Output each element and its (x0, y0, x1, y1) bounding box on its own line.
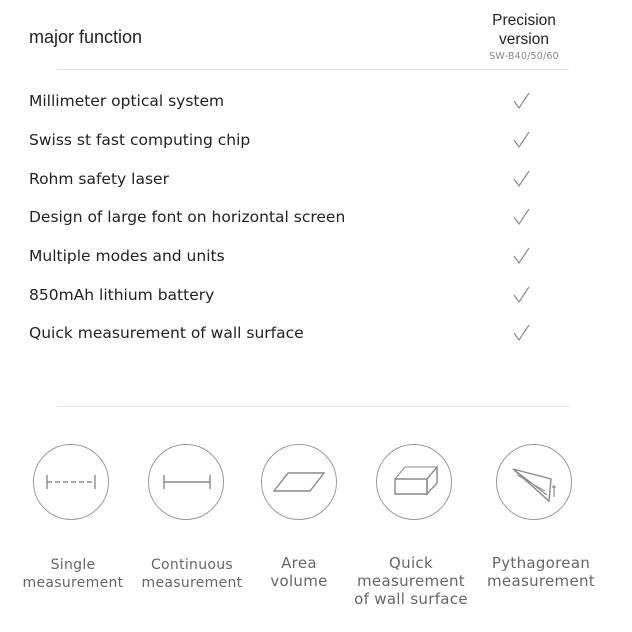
check-icon (511, 207, 531, 227)
feature-label: Millimeter optical system (29, 92, 225, 110)
version-name-line1: Precision (492, 12, 556, 29)
section-divider (57, 406, 569, 407)
feature-label: Multiple modes and units (29, 247, 225, 265)
mode-label-line3: of wall surface (354, 590, 468, 608)
mode-label-line2: volume (270, 572, 328, 590)
mode-label-line1: Continuous (150, 557, 234, 573)
feature-label: Swiss st fast computing chip (29, 131, 251, 149)
version-column-header (470, 11, 578, 62)
check-icon (511, 285, 531, 305)
version-name-line2: version (499, 31, 549, 48)
mode-label (336, 554, 486, 608)
version-model: SW-B40/50/60 (489, 51, 559, 62)
feature-row (0, 198, 632, 236)
feature-row (0, 314, 632, 352)
feature-label: Design of large font on horizontal screen (29, 208, 346, 226)
check-icon (511, 130, 531, 150)
mode-label-line1: Area (281, 554, 317, 572)
feature-label: Rohm safety laser (29, 170, 169, 188)
continuous-measurement-icon (148, 444, 224, 520)
check-icon (511, 323, 531, 343)
page-title: major function (29, 27, 143, 47)
mode-label-line2: measurement (357, 572, 465, 590)
mode-label-line1: Quick (389, 554, 433, 572)
check-icon (511, 246, 531, 266)
mode-label-line2: measurement (141, 575, 243, 591)
feature-row (0, 160, 632, 198)
pythagorean-icon (496, 444, 572, 520)
mode-label-line1: Single (50, 557, 96, 573)
mode-label-line1: Pythagorean (491, 554, 591, 572)
feature-label: Quick measurement of wall surface (29, 324, 304, 342)
check-icon (511, 91, 531, 111)
feature-row (0, 237, 632, 275)
area-volume-icon (261, 444, 337, 520)
single-measurement-icon (33, 444, 109, 520)
check-icon (511, 169, 531, 189)
feature-row (0, 276, 632, 314)
mode-label-line2: measurement (22, 575, 124, 591)
feature-row (0, 82, 632, 120)
wall-surface-icon (376, 444, 452, 520)
mode-label-line2: measurement (487, 572, 595, 590)
feature-label: 850mAh lithium battery (29, 286, 215, 304)
mode-label (466, 554, 616, 590)
feature-row (0, 121, 632, 159)
header-divider (57, 69, 569, 70)
